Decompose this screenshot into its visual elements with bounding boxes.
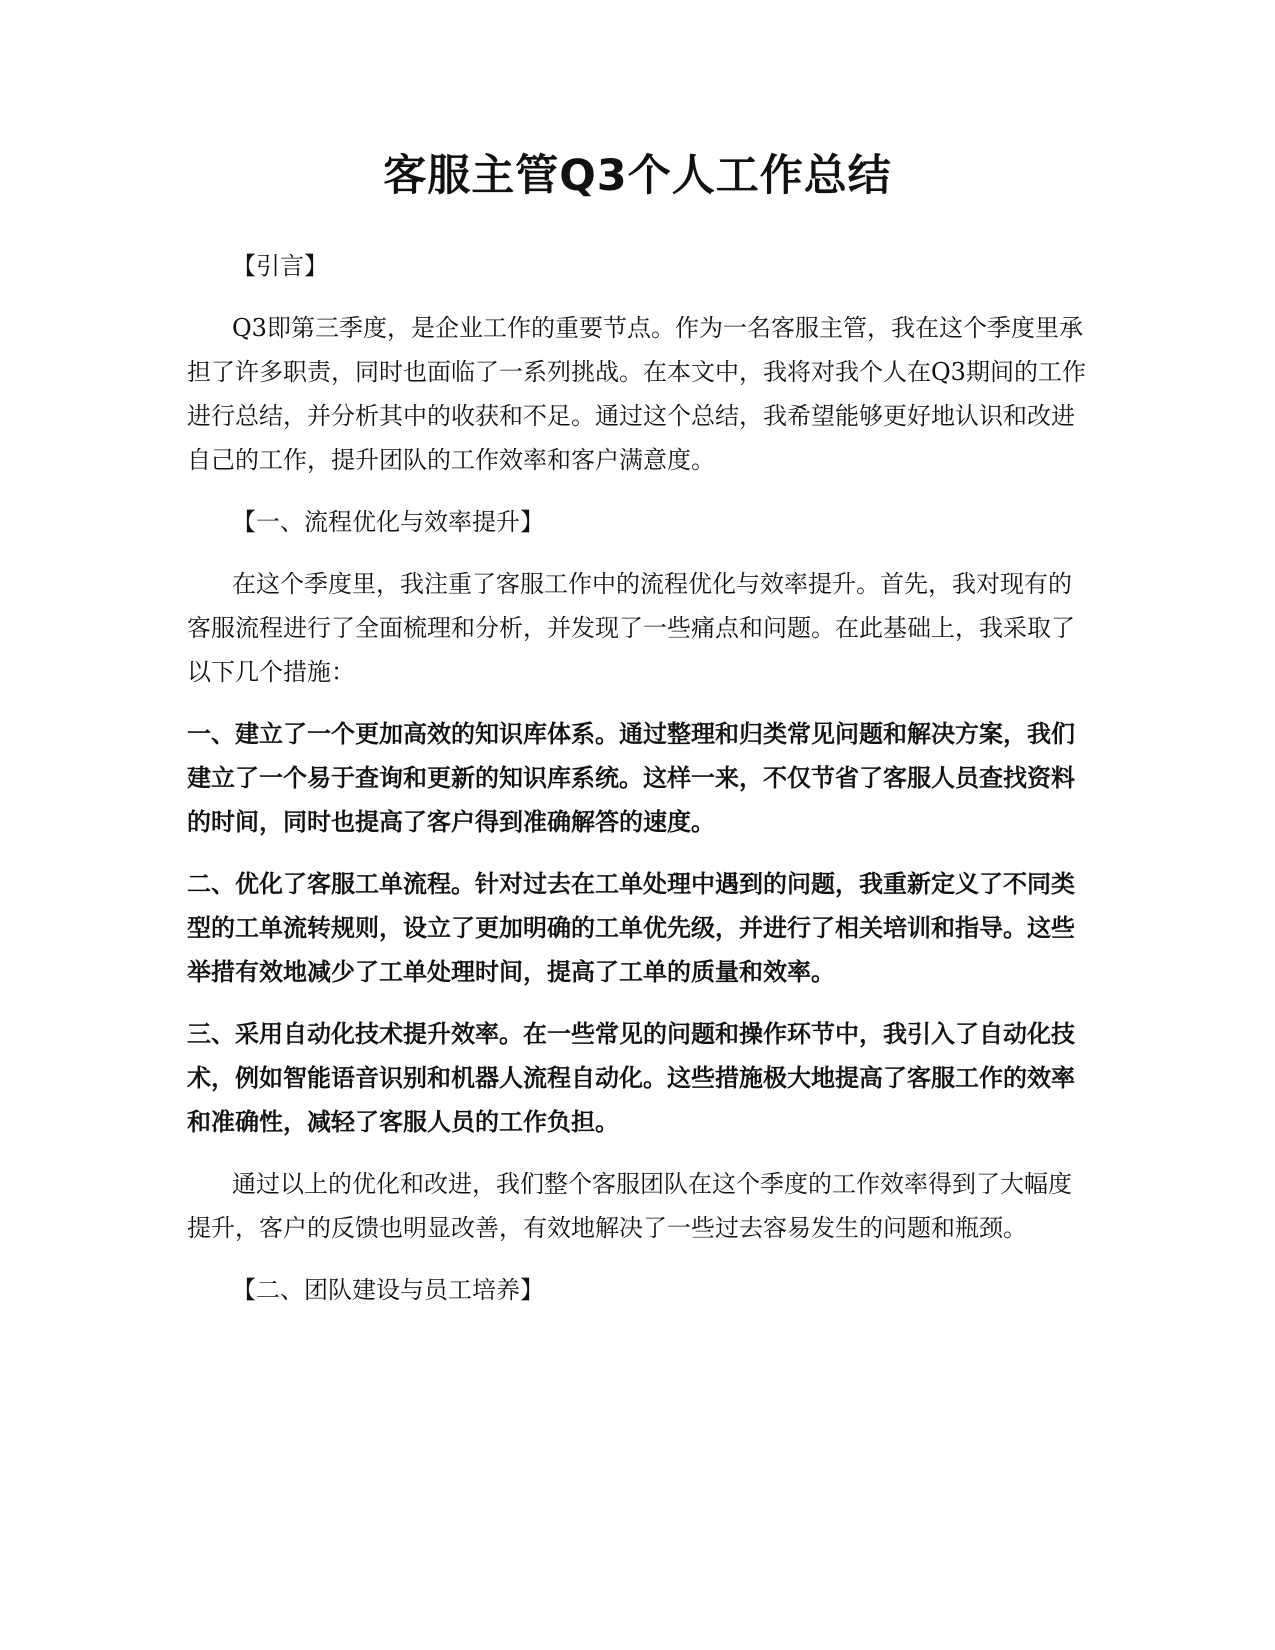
section1-paragraph: 在这个季度里，我注重了客服工作中的流程优化与效率提升。首先，我对现有的客服流程进行了全面梳理和分析，并发现了一些痛点和问题。在此基础上，我采取了以下几个措施： [187, 570, 1075, 686]
document-title: 客服主管Q3个人工作总结 [383, 151, 892, 201]
measure-item: 一、建立了一个更加高效的知识库体系。通过整理和归类常见问题和解决方案，我们建立了一个易于查询和更新的知识库系统。这样一来，不仅节省了客服人员查找资料的时间，同时也提高了客户得到准确解答的速度。 [187, 720, 1075, 836]
section1-heading: 【一、流程优化与效率提升】 [232, 508, 544, 536]
intro-heading: 【引言】 [232, 252, 328, 280]
section2-heading: 【二、团队建设与员工培养】 [232, 1276, 544, 1304]
measure-item: 三、采用自动化技术提升效率。在一些常见的问题和操作环节中，我引入了自动化技术，例如智能语音识别和机器人流程自动化。这些措施极大地提高了客服工作的效率和准确性，减轻了客服人员的工作负担。 [187, 1020, 1075, 1136]
intro-paragraph: Q3即第三季度，是企业工作的重要节点。作为一名客服主管，我在这个季度里承担了许多职责，同时也面临了一系列挑战。在本文中，我将对我个人在Q3期间的工作进行总结，并分析其中的收获和不足。通过这个总结，我希望能够更好地认识和改进自己的工作，提升团队的工作效率和客户满意度。 [187, 314, 1086, 474]
document-body [187, 244, 1087, 1330]
measure-item: 二、优化了客服工单流程。针对过去在工单处理中遇到的问题，我重新定义了不同类型的工单流转规则，设立了更加明确的工单优先级，并进行了相关培训和指导。这些举措有效地减少了工单处理时间，提高了工单的质量和效率。 [187, 870, 1075, 986]
section1-conclusion: 通过以上的优化和改进，我们整个客服团队在这个季度的工作效率得到了大幅度提升，客户的反馈也明显改善，有效地解决了一些过去容易发生的问题和瓶颈。 [187, 1170, 1072, 1242]
